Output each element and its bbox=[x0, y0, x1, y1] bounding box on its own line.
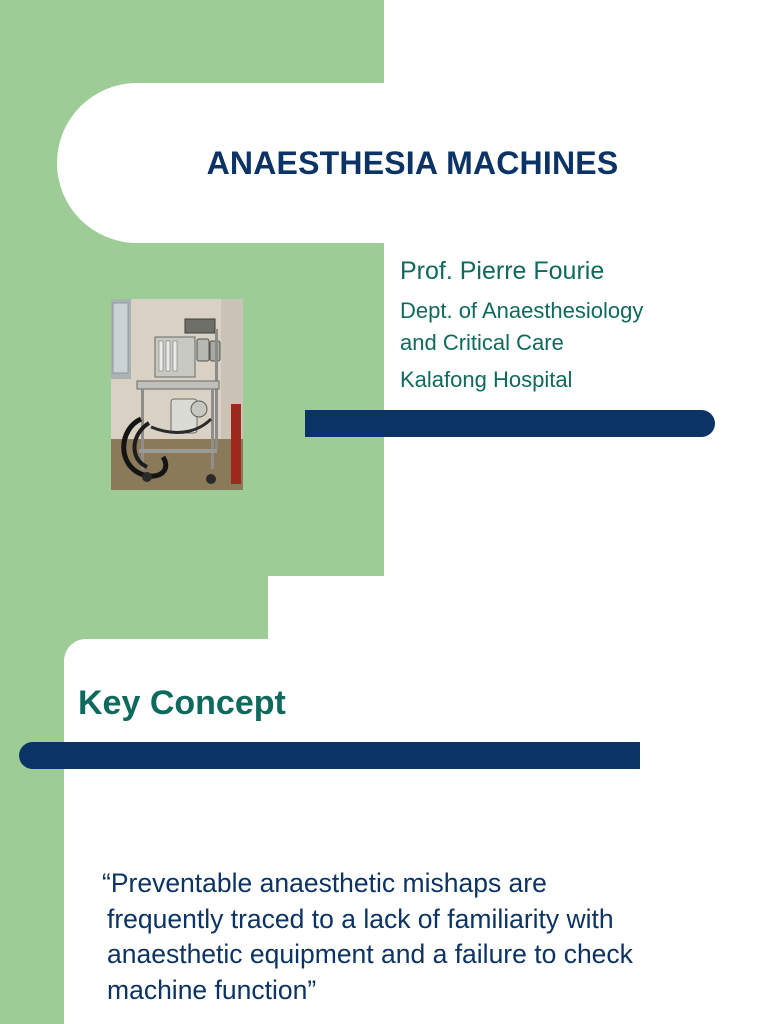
decorative-navy-bar bbox=[305, 410, 715, 437]
quote-line: frequently traced to a lack of familiarity with bbox=[107, 903, 614, 934]
author-name: Prof. Pierre Fourie bbox=[400, 257, 605, 285]
department-line-2: and Critical Care bbox=[400, 330, 564, 355]
slide-heading: Key Concept bbox=[78, 684, 286, 722]
decorative-navy-bar bbox=[19, 742, 640, 769]
anaesthesia-machine-illustration bbox=[111, 299, 243, 490]
key-concept-quote bbox=[102, 866, 742, 1008]
quote-line: “Preventable anaesthetic mishaps are bbox=[102, 868, 547, 898]
department-line-1: Dept. of Anaesthesiology bbox=[400, 298, 644, 323]
hospital-name: Kalafong Hospital bbox=[400, 367, 573, 392]
quote-line: anaesthetic equipment and a failure to check bbox=[107, 939, 633, 969]
quote-line: machine function” bbox=[107, 974, 317, 1005]
slide-2 bbox=[0, 576, 768, 1024]
anaesthesia-machine-photo bbox=[111, 299, 243, 490]
slide-title: ANAESTHESIA MACHINES bbox=[206, 144, 619, 181]
